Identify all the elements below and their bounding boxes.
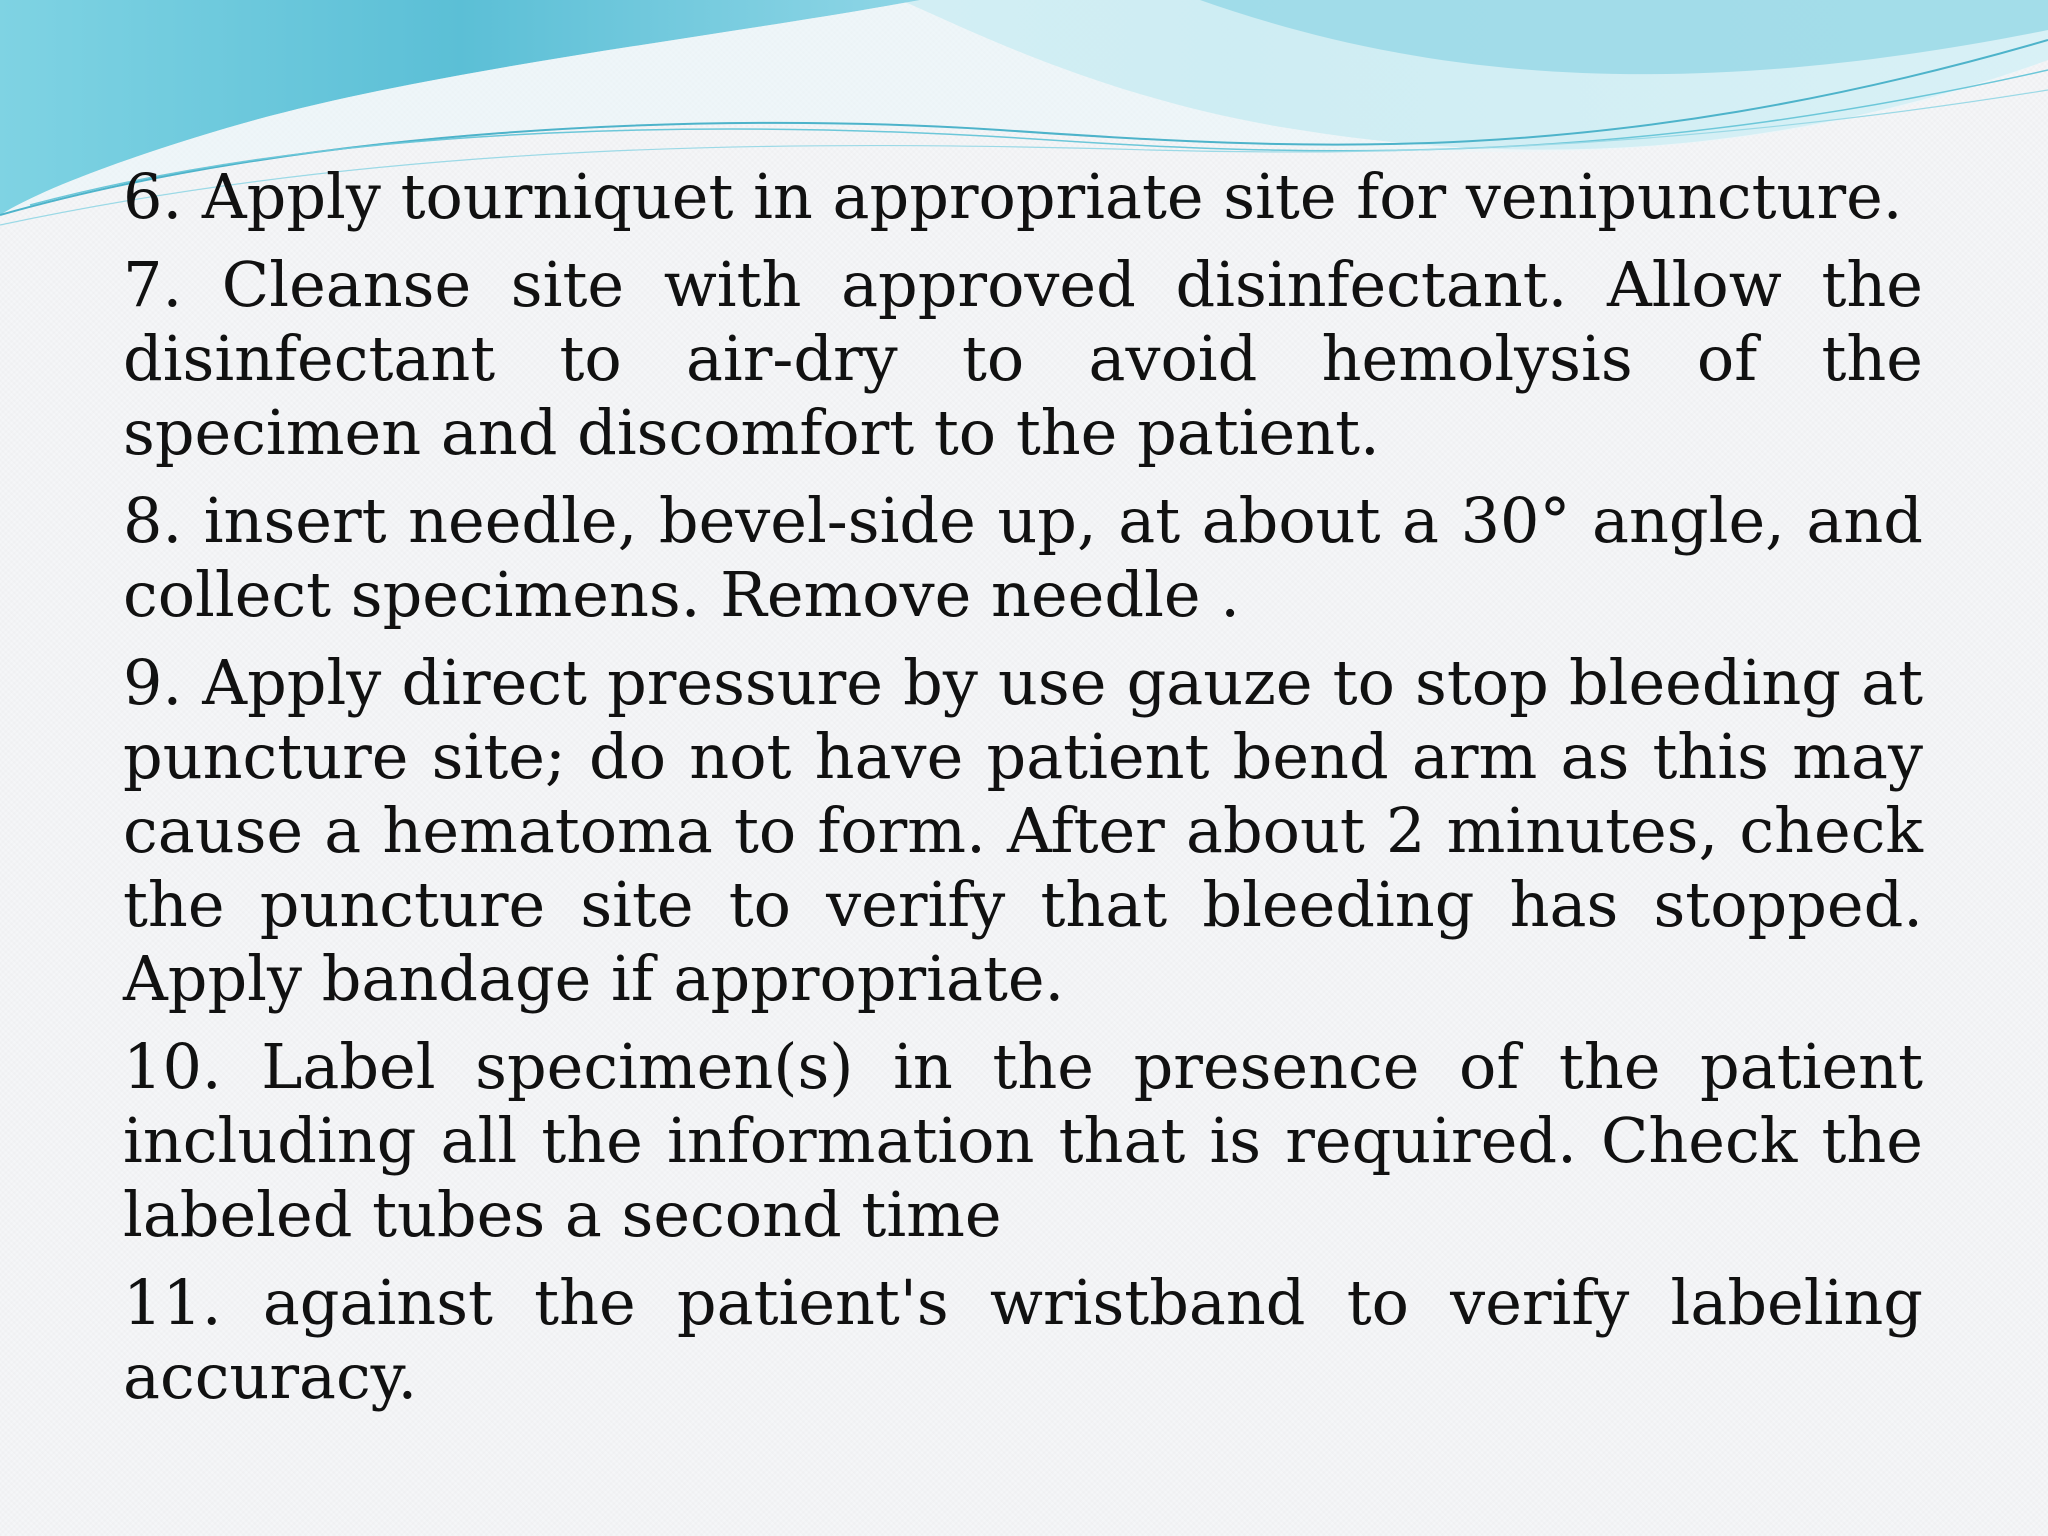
- step-10: 10. Label specimen(s) in the presence of the patient including all the information that is required. Check the labeled tubes a second time: [123, 1030, 1923, 1251]
- step-11: 11. against the patient's wristband to verify labeling accuracy.: [123, 1266, 1923, 1413]
- slide-body: [123, 160, 1923, 1428]
- step-7: 7. Cleanse site with approved disinfectant. Allow the disinfectant to air-dry to avoid hemolysis of the specimen and discomfort to the patient.: [123, 248, 1923, 469]
- step-6: 6. Apply tourniquet in appropriate site for venipuncture.: [123, 160, 1903, 233]
- step-8: 8. insert needle, bevel-side up, at about a 30° angle, and collect specimens. Remove needle .: [123, 484, 1923, 631]
- step-9: 9. Apply direct pressure by use gauze to stop bleeding at puncture site; do not have patient bend arm as this may cause a hematoma to form. After about 2 minutes, check the puncture site to verify that bleeding has stopped. Apply bandage if appropriate.: [123, 646, 1923, 1015]
